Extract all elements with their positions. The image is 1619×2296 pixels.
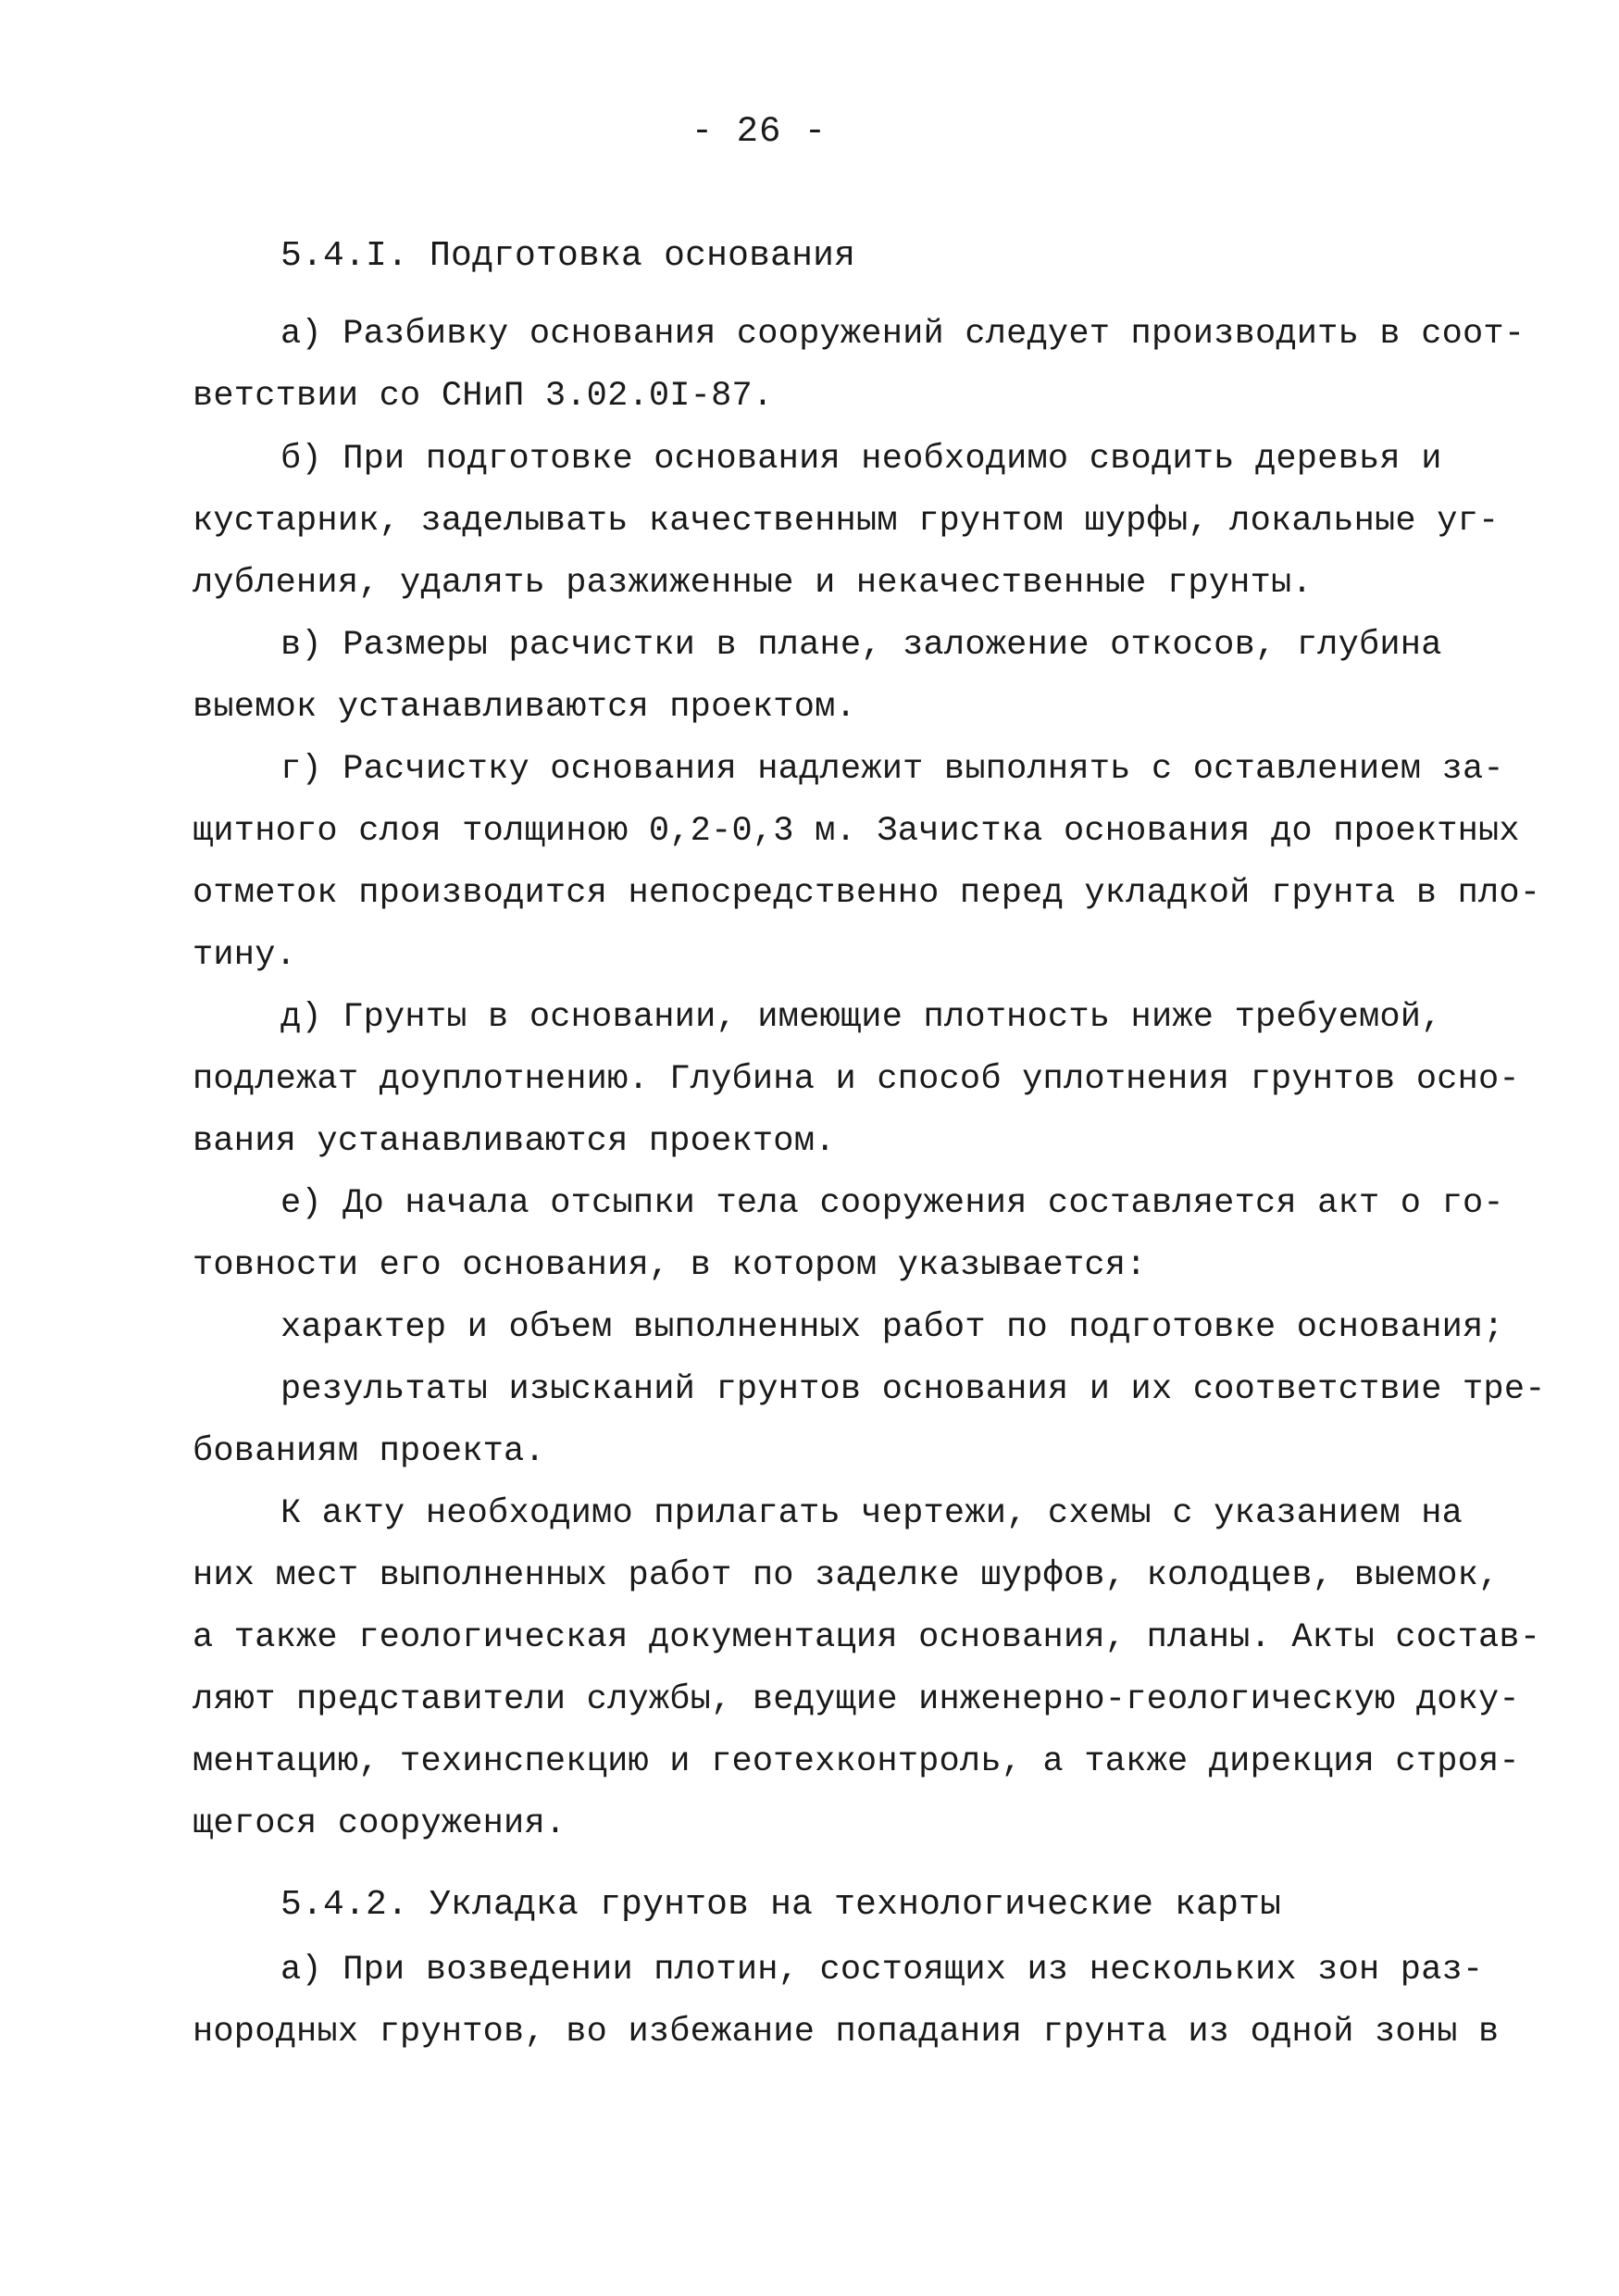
paragraph-line: б) При подготовке основания необходимо сводить деревья и xyxy=(280,440,1442,479)
paragraph-line: щегося сооружения. xyxy=(193,1804,567,1843)
paragraph-line: щитного слоя толщиною 0,2-0,3 м. Зачистка основания до проектных xyxy=(193,812,1520,851)
paragraph-line: е) До начала отсыпки тела сооружения составляется акт о го- xyxy=(280,1184,1504,1223)
paragraph-line: бованиям проекта. xyxy=(193,1432,545,1471)
paragraph-line: тину. xyxy=(193,936,297,975)
paragraph-line: лубления, удалять разжиженные и некачественные грунты. xyxy=(193,564,1313,603)
paragraph-line: результаты изысканий грунтов основания и их соответствие тре- xyxy=(280,1370,1546,1409)
paragraph-line: д) Грунты в основании, имеющие плотность ниже требуемой, xyxy=(280,998,1442,1037)
paragraph-line: отметок производится непосредственно перед укладкой грунта в пло- xyxy=(193,874,1541,913)
paragraph-line: ветствии со СНиП 3.02.0I-87. xyxy=(193,377,774,416)
paragraph-line: в) Размеры расчистки в плане, заложение откосов, глубина xyxy=(280,626,1442,665)
paragraph-line: выемок устанавливаются проектом. xyxy=(193,688,856,727)
section-heading: 5.4.2. Укладка грунтов на технологические карты xyxy=(280,1885,1282,1925)
paragraph-line: ляют представители службы, ведущие инженерно-геологическую доку- xyxy=(193,1680,1520,1719)
paragraph-line: К акту необходимо прилагать чертежи, схемы с указанием на xyxy=(280,1494,1463,1533)
paragraph-line: г) Расчистку основания надлежит выполнять с оставлением за- xyxy=(280,750,1504,789)
paragraph-line: вания устанавливаются проектом. xyxy=(193,1122,836,1161)
paragraph-line: а также геологическая документация основания, планы. Акты состав- xyxy=(193,1618,1541,1657)
paragraph-line: них мест выполненных работ по заделке шурфов, колодцев, выемок, xyxy=(193,1556,1500,1595)
page-number: - 26 - xyxy=(691,111,828,152)
paragraph-line: ментацию, техинспекцию и геотехконтроль, а также дирекция строя- xyxy=(193,1742,1520,1781)
paragraph-line: характер и объем выполненных работ по подготовке основания; xyxy=(280,1308,1504,1347)
section-heading: 5.4.I. Подготовка основания xyxy=(280,236,856,276)
paragraph-line: а) При возведении плотин, состоящих из нескольких зон раз- xyxy=(280,1951,1484,1990)
paragraph-line: кустарник, заделывать качественным грунтом шурфы, локальные уг- xyxy=(193,502,1500,541)
paragraph-line: подлежат доуплотнению. Глубина и способ уплотнения грунтов осно- xyxy=(193,1060,1520,1099)
paragraph-line: нородных грунтов, во избежание попадания грунта из одной зоны в xyxy=(193,2013,1500,2052)
paragraph-line: товности его основания, в котором указывается: xyxy=(193,1246,1147,1285)
paragraph-line: а) Разбивку основания сооружений следует производить в соот- xyxy=(280,315,1526,354)
